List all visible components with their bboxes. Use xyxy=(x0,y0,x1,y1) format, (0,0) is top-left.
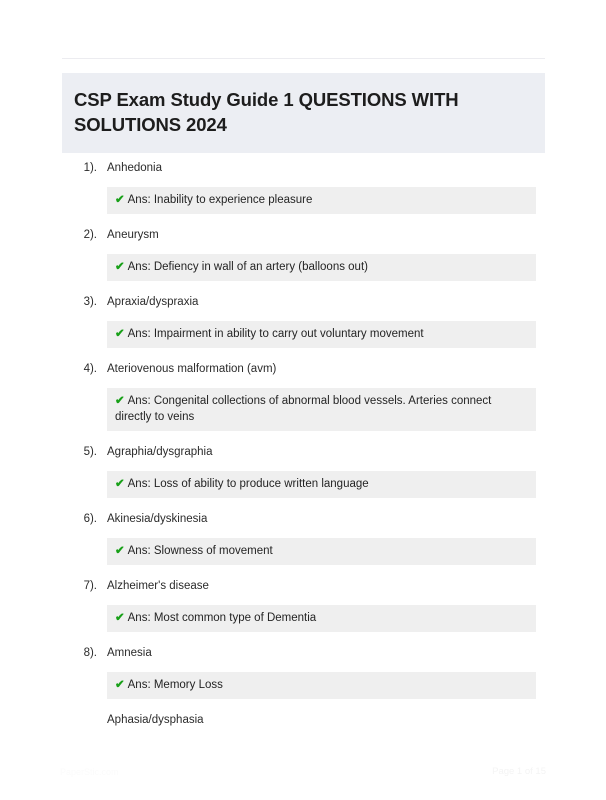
answer-box xyxy=(107,388,536,431)
green-check-icon: ✔ xyxy=(115,612,125,624)
watermark: PaperStic.com xyxy=(60,767,119,777)
answer-text: Ans: Loss of ability to produce written language xyxy=(127,478,369,490)
page-number: Page 1 of 15 xyxy=(492,766,546,777)
green-check-icon: ✔ xyxy=(115,328,125,340)
answer-box xyxy=(107,471,536,498)
answer-box xyxy=(107,254,536,281)
question-number: 3). xyxy=(83,296,97,308)
answer-text: Ans: Defiency in wall of an artery (balloons out) xyxy=(127,261,368,273)
answer-text: Ans: Inability to experience pleasure xyxy=(127,194,313,206)
question-text: Amnesia xyxy=(107,647,152,659)
qa-item xyxy=(0,645,606,699)
header-divider xyxy=(62,58,545,59)
answer-line xyxy=(115,476,527,492)
question-text: Apraxia/dyspraxia xyxy=(107,296,199,308)
answer-line xyxy=(115,543,527,559)
question-text: Aphasia/dysphasia xyxy=(107,714,204,726)
question-row xyxy=(0,294,606,310)
question-text: Akinesia/dyskinesia xyxy=(107,513,208,525)
question-number: 2). xyxy=(83,229,97,241)
page-footer xyxy=(0,766,606,786)
qa-item xyxy=(0,361,606,431)
question-number: 6). xyxy=(83,513,97,525)
question-number: 5). xyxy=(83,446,97,458)
qa-item xyxy=(0,227,606,281)
green-check-icon: ✔ xyxy=(115,478,125,490)
question-answer-list xyxy=(0,160,606,741)
question-number: 4). xyxy=(83,363,97,375)
question-text: Alzheimer's disease xyxy=(107,580,209,592)
question-text: Ateriovenous malformation (avm) xyxy=(107,363,277,375)
question-row xyxy=(0,645,606,661)
answer-text: Ans: Congenital collections of abnormal blood vessels. Arteries connect directly to veins xyxy=(115,395,492,423)
answer-line xyxy=(115,610,527,626)
answer-box xyxy=(107,605,536,632)
answer-box xyxy=(107,672,536,699)
green-check-icon: ✔ xyxy=(115,545,125,557)
answer-line xyxy=(115,393,527,425)
question-row xyxy=(0,361,606,377)
question-row xyxy=(0,227,606,243)
green-check-icon: ✔ xyxy=(115,261,125,273)
question-row xyxy=(0,444,606,460)
qa-item xyxy=(0,444,606,498)
answer-line xyxy=(115,326,527,342)
green-check-icon: ✔ xyxy=(115,194,125,206)
question-text: Agraphia/dysgraphia xyxy=(107,446,213,458)
qa-item xyxy=(0,578,606,632)
answer-line xyxy=(115,259,527,275)
document-title-banner xyxy=(62,73,545,153)
qa-item xyxy=(0,160,606,214)
question-number: 8). xyxy=(83,647,97,659)
answer-box xyxy=(107,538,536,565)
green-check-icon: ✔ xyxy=(115,679,125,691)
answer-text: Ans: Most common type of Dementia xyxy=(127,612,317,624)
answer-line xyxy=(115,677,527,693)
answer-text: Ans: Memory Loss xyxy=(127,679,223,691)
question-row xyxy=(0,578,606,594)
question-text: Anhedonia xyxy=(107,162,162,174)
answer-line xyxy=(115,192,527,208)
question-number: 7). xyxy=(83,580,97,592)
answer-box xyxy=(107,187,536,214)
answer-text: Ans: Slowness of movement xyxy=(127,545,273,557)
page-title: CSP Exam Study Guide 1 QUESTIONS WITH SOLUTIONS 2024 xyxy=(74,89,459,135)
question-row xyxy=(0,712,606,728)
question-row xyxy=(0,160,606,176)
answer-text: Ans: Impairment in ability to carry out voluntary movement xyxy=(127,328,424,340)
question-row xyxy=(0,511,606,527)
qa-item xyxy=(0,511,606,565)
question-text: Aneurysm xyxy=(107,229,159,241)
question-number: 1). xyxy=(83,162,97,174)
qa-item xyxy=(0,294,606,348)
green-check-icon: ✔ xyxy=(115,395,125,407)
qa-item-orphan xyxy=(0,712,606,728)
answer-box xyxy=(107,321,536,348)
